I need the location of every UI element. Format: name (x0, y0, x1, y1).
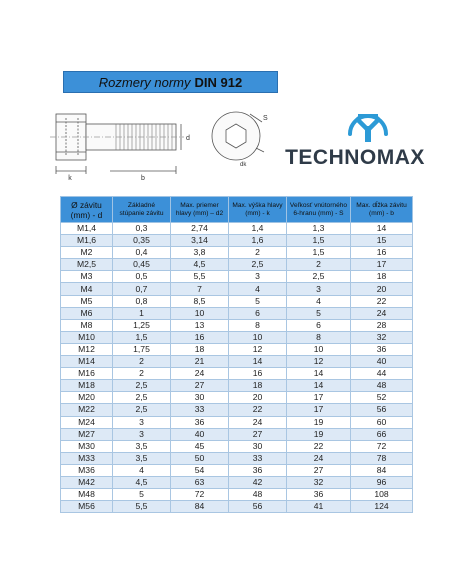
table-row (61, 501, 413, 513)
cell-pitch: 3 (113, 416, 171, 428)
cell-head-diameter: 30 (171, 392, 229, 404)
table-row (61, 319, 413, 331)
table-row (61, 331, 413, 343)
cell-pitch: 4,5 (113, 476, 171, 488)
cell-hex-size: 17 (287, 404, 351, 416)
cell-thread-length: 28 (351, 319, 413, 331)
dimension-table (60, 196, 413, 513)
table-row (61, 476, 413, 488)
cell-head-height: 2 (229, 247, 287, 259)
cell-pitch: 5,5 (113, 501, 171, 513)
cell-head-diameter: 45 (171, 440, 229, 452)
cell-thread-size: M18 (61, 380, 113, 392)
cell-head-height: 10 (229, 331, 287, 343)
cell-head-height: 20 (229, 392, 287, 404)
table-row (61, 223, 413, 235)
col-header-head-height: Max. výška hlavy (mm) - k (229, 197, 287, 223)
cell-head-diameter: 54 (171, 464, 229, 476)
cell-hex-size: 6 (287, 319, 351, 331)
cell-pitch: 1,5 (113, 331, 171, 343)
table-row (61, 404, 413, 416)
cell-head-height: 36 (229, 464, 287, 476)
cell-pitch: 0,7 (113, 283, 171, 295)
cell-head-height: 48 (229, 489, 287, 501)
cell-hex-size: 4 (287, 295, 351, 307)
cell-hex-size: 19 (287, 416, 351, 428)
cell-pitch: 1,75 (113, 343, 171, 355)
title-standard: DIN 912 (194, 74, 243, 90)
cell-thread-size: M36 (61, 464, 113, 476)
cell-head-diameter: 3,14 (171, 235, 229, 247)
cell-thread-size: M2 (61, 247, 113, 259)
cell-head-height: 27 (229, 428, 287, 440)
cell-hex-size: 22 (287, 440, 351, 452)
cell-head-diameter: 21 (171, 356, 229, 368)
cell-head-diameter: 5,5 (171, 271, 229, 283)
dim-label-b: b (141, 175, 145, 182)
cell-thread-length: 66 (351, 428, 413, 440)
cell-pitch: 0,8 (113, 295, 171, 307)
cell-head-height: 16 (229, 368, 287, 380)
cell-thread-length: 60 (351, 416, 413, 428)
cell-hex-size: 10 (287, 343, 351, 355)
table-body (61, 223, 413, 513)
cell-thread-size: M56 (61, 501, 113, 513)
dim-label-d: d (186, 135, 190, 142)
table-row (61, 368, 413, 380)
table-row (61, 356, 413, 368)
cell-thread-length: 84 (351, 464, 413, 476)
cell-head-height: 3 (229, 271, 287, 283)
cell-pitch: 2,5 (113, 404, 171, 416)
cell-pitch: 3,5 (113, 452, 171, 464)
cell-head-height: 24 (229, 416, 287, 428)
dim-label-dk: dk (240, 162, 247, 168)
cell-head-height: 22 (229, 404, 287, 416)
cell-head-diameter: 84 (171, 501, 229, 513)
cell-hex-size: 41 (287, 501, 351, 513)
cell-thread-length: 52 (351, 392, 413, 404)
cell-thread-size: M8 (61, 319, 113, 331)
table-row (61, 259, 413, 271)
cell-thread-length: 44 (351, 368, 413, 380)
cell-pitch: 1 (113, 307, 171, 319)
cell-pitch: 2,5 (113, 380, 171, 392)
cell-head-diameter: 3,8 (171, 247, 229, 259)
cell-hex-size: 14 (287, 368, 351, 380)
cell-pitch: 0,45 (113, 259, 171, 271)
cell-thread-size: M6 (61, 307, 113, 319)
cell-thread-size: M48 (61, 489, 113, 501)
table-row (61, 452, 413, 464)
cell-hex-size: 36 (287, 489, 351, 501)
bolt-drawing (44, 104, 284, 182)
cell-pitch: 0,35 (113, 235, 171, 247)
cell-pitch: 4 (113, 464, 171, 476)
cell-thread-size: M27 (61, 428, 113, 440)
cell-hex-size: 8 (287, 331, 351, 343)
cell-thread-length: 16 (351, 247, 413, 259)
cell-thread-size: M22 (61, 404, 113, 416)
cell-hex-size: 27 (287, 464, 351, 476)
col-header-head-diameter: Max. priemer hlavy (mm) – d2 (171, 197, 229, 223)
cell-head-height: 1,6 (229, 235, 287, 247)
cell-head-height: 12 (229, 343, 287, 355)
cell-hex-size: 12 (287, 356, 351, 368)
cell-pitch: 0,5 (113, 271, 171, 283)
cell-thread-length: 36 (351, 343, 413, 355)
cell-thread-size: M33 (61, 452, 113, 464)
cell-hex-size: 14 (287, 380, 351, 392)
brand-name: TECHNOMAX (285, 146, 425, 169)
cell-head-height: 6 (229, 307, 287, 319)
dim-label-s: S (263, 115, 268, 122)
table-row (61, 489, 413, 501)
table-row (61, 440, 413, 452)
cell-head-diameter: 8,5 (171, 295, 229, 307)
table-row (61, 380, 413, 392)
cell-thread-length: 22 (351, 295, 413, 307)
cell-head-diameter: 13 (171, 319, 229, 331)
cell-head-height: 33 (229, 452, 287, 464)
cell-thread-length: 20 (351, 283, 413, 295)
cell-head-diameter: 2,74 (171, 223, 229, 235)
cell-thread-size: M16 (61, 368, 113, 380)
cell-thread-size: M14 (61, 356, 113, 368)
table-row (61, 235, 413, 247)
cell-thread-length: 124 (351, 501, 413, 513)
cell-head-diameter: 63 (171, 476, 229, 488)
cell-head-diameter: 36 (171, 416, 229, 428)
cell-head-height: 8 (229, 319, 287, 331)
cell-thread-size: M12 (61, 343, 113, 355)
cell-head-height: 30 (229, 440, 287, 452)
cell-thread-length: 40 (351, 356, 413, 368)
cell-pitch: 1,25 (113, 319, 171, 331)
cell-thread-length: 56 (351, 404, 413, 416)
table-row (61, 307, 413, 319)
cell-thread-length: 24 (351, 307, 413, 319)
cell-thread-length: 14 (351, 223, 413, 235)
cell-hex-size: 5 (287, 307, 351, 319)
cell-thread-size: M3 (61, 271, 113, 283)
cell-head-height: 5 (229, 295, 287, 307)
cell-head-height: 14 (229, 356, 287, 368)
cell-head-diameter: 33 (171, 404, 229, 416)
cell-pitch: 2,5 (113, 392, 171, 404)
col-header-thread-length: Max. dĺžka závitu (mm) - b (351, 197, 413, 223)
cell-head-diameter: 4,5 (171, 259, 229, 271)
table-header-row (61, 197, 413, 223)
cell-thread-size: M10 (61, 331, 113, 343)
cell-thread-size: M20 (61, 392, 113, 404)
cell-thread-length: 15 (351, 235, 413, 247)
cell-pitch: 0,4 (113, 247, 171, 259)
cell-pitch: 3,5 (113, 440, 171, 452)
table-row (61, 247, 413, 259)
cell-thread-length: 72 (351, 440, 413, 452)
cell-hex-size: 1,5 (287, 247, 351, 259)
col-header-pitch: Základné stúpanie závitu (113, 197, 171, 223)
title-text: Rozmery normy (98, 74, 191, 90)
table-row (61, 271, 413, 283)
cell-head-diameter: 50 (171, 452, 229, 464)
col-header-hex-size: Veľkosť vnútorného 6-hranu (mm) - S (287, 197, 351, 223)
cell-thread-length: 108 (351, 489, 413, 501)
cell-pitch: 0,3 (113, 223, 171, 235)
cell-thread-length: 96 (351, 476, 413, 488)
cell-thread-size: M2,5 (61, 259, 113, 271)
cell-head-diameter: 10 (171, 307, 229, 319)
table-row (61, 416, 413, 428)
cell-head-diameter: 7 (171, 283, 229, 295)
cell-head-diameter: 27 (171, 380, 229, 392)
cell-head-height: 1,4 (229, 223, 287, 235)
cell-hex-size: 24 (287, 452, 351, 464)
cell-pitch: 2 (113, 368, 171, 380)
cell-head-diameter: 72 (171, 489, 229, 501)
cell-thread-length: 17 (351, 259, 413, 271)
cell-thread-length: 48 (351, 380, 413, 392)
cell-hex-size: 1,3 (287, 223, 351, 235)
cell-head-height: 18 (229, 380, 287, 392)
cell-head-diameter: 40 (171, 428, 229, 440)
cell-hex-size: 32 (287, 476, 351, 488)
cell-thread-size: M1,6 (61, 235, 113, 247)
cell-hex-size: 19 (287, 428, 351, 440)
cell-head-height: 2,5 (229, 259, 287, 271)
cell-hex-size: 2,5 (287, 271, 351, 283)
cell-thread-size: M1,4 (61, 223, 113, 235)
table-row (61, 392, 413, 404)
cell-pitch: 5 (113, 489, 171, 501)
cell-head-height: 42 (229, 476, 287, 488)
cell-thread-size: M4 (61, 283, 113, 295)
table-row (61, 428, 413, 440)
cell-head-height: 4 (229, 283, 287, 295)
cell-hex-size: 17 (287, 392, 351, 404)
cell-thread-length: 78 (351, 452, 413, 464)
table-row (61, 283, 413, 295)
cell-hex-size: 3 (287, 283, 351, 295)
cell-hex-size: 1,5 (287, 235, 351, 247)
cell-thread-size: M24 (61, 416, 113, 428)
cell-thread-size: M5 (61, 295, 113, 307)
cell-head-diameter: 16 (171, 331, 229, 343)
cell-thread-size: M30 (61, 440, 113, 452)
dim-label-k: k (68, 175, 72, 182)
cell-head-height: 56 (229, 501, 287, 513)
table-row (61, 464, 413, 476)
table-row (61, 295, 413, 307)
table-row (61, 343, 413, 355)
cell-thread-length: 32 (351, 331, 413, 343)
cell-pitch: 3 (113, 428, 171, 440)
col-header-thread: Ø závitu (mm) - d (61, 197, 113, 223)
cell-head-diameter: 24 (171, 368, 229, 380)
cell-head-diameter: 18 (171, 343, 229, 355)
cell-thread-size: M42 (61, 476, 113, 488)
title-banner (63, 71, 278, 93)
cell-hex-size: 2 (287, 259, 351, 271)
cell-pitch: 2 (113, 356, 171, 368)
cell-thread-length: 18 (351, 271, 413, 283)
